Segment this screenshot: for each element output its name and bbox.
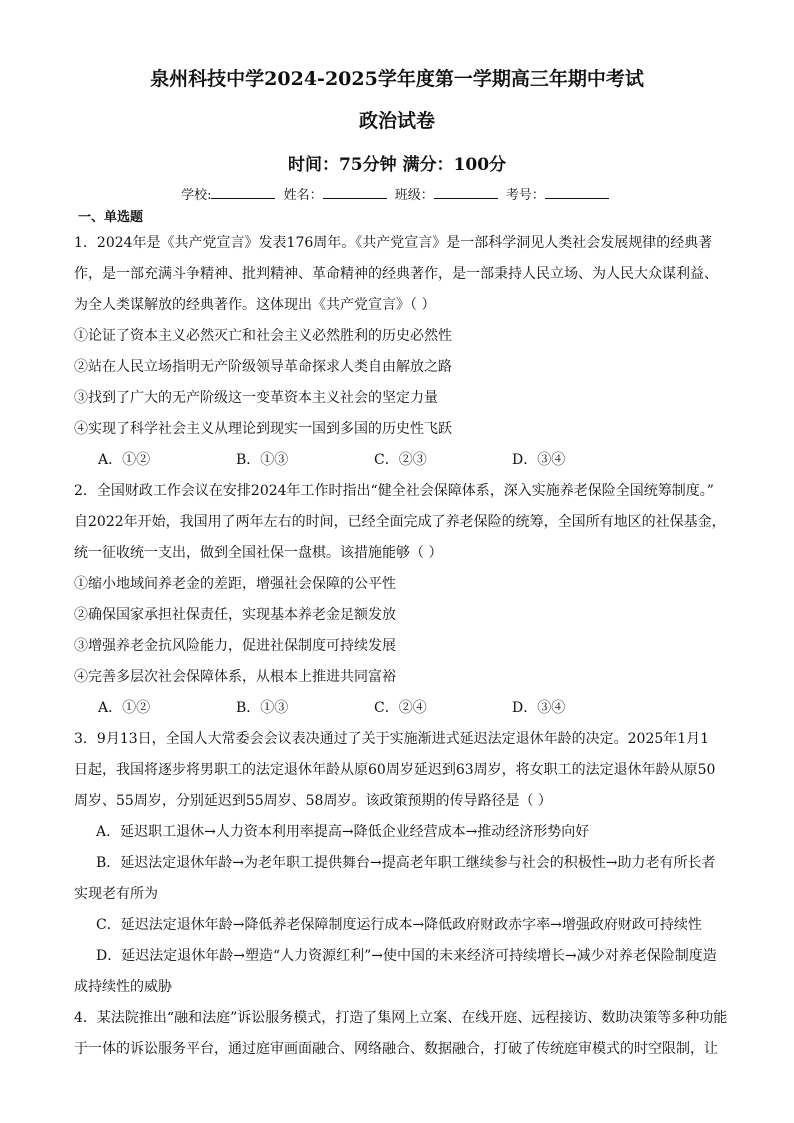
- question-stem-line: 于一体的诉讼服务平台，通过庭审画面融合、网络融合、数据融合，打破了传统庭审模式的时空限制，让: [74, 1041, 718, 1057]
- choice-b[interactable]: B．延迟法定退休年龄→为老年职工提供舞台→提高老年职工继续参与社会的积极性→助力老有所长者: [96, 855, 716, 871]
- question-stem-line: 作，是一部充满斗争精神、批判精神、革命精神的经典著作，是一部秉持人民立场、为人民大众谋利益、: [74, 266, 718, 282]
- question-stem-line: 3．9月13日，全国人大常委会会议表决通过了关于实施渐进式延迟法定退休年龄的决定。2025年1月1: [74, 731, 710, 747]
- school-field[interactable]: [211, 188, 275, 199]
- choice-d[interactable]: D．延迟法定退休年龄→塑造“人力资源红利”→使中国的未来经济可持续增长→减少对养老保险制度造: [96, 948, 717, 964]
- choice-a[interactable]: A．①②: [98, 700, 151, 716]
- question-stem-line: 统一征收统一支出，做到全国社保一盘棋。该措施能够（ ）: [74, 545, 443, 561]
- exam-title: 泉州科技中学2024-2025学年度第一学期高三年期中考试: [150, 68, 644, 90]
- answer-choices: [74, 445, 726, 476]
- answer-choices: [74, 693, 726, 724]
- name-field[interactable]: [323, 188, 387, 199]
- choice-d[interactable]: D．③④: [512, 700, 566, 716]
- choice-a[interactable]: A．①②: [98, 452, 151, 468]
- choice-d-continued: 成持续性的威胁: [74, 979, 172, 995]
- class-label: 班级：: [394, 188, 434, 203]
- school-label: 学校:: [181, 188, 212, 203]
- class-field[interactable]: [434, 188, 498, 199]
- question-3: [74, 724, 726, 1003]
- choice-c[interactable]: C．②④: [374, 700, 427, 716]
- question-2: [74, 476, 726, 724]
- time-score-line: 时间：75分钟 满分：100分: [287, 155, 507, 175]
- section-title: 一、单选题: [78, 210, 144, 225]
- choice-d[interactable]: D．③④: [512, 452, 566, 468]
- exam-number-label: 考号：: [505, 188, 545, 203]
- choice-c[interactable]: C．延迟法定退休年龄→降低养老保障制度运行成本→降低政府财政赤字率→增强政府财政可持续性: [96, 917, 702, 933]
- name-label: 姓名：: [283, 188, 323, 203]
- exam-number-field[interactable]: [545, 188, 609, 199]
- exam-subject: 政治试卷: [358, 110, 435, 132]
- choice-b[interactable]: B．①③: [236, 452, 289, 468]
- question-stem-line: 日起，我国将逐步将男职工的法定退休年龄从原60周岁延迟到63周岁，将女职工的法定退休年龄从原50: [74, 762, 716, 778]
- choice-c[interactable]: C．②③: [374, 452, 427, 468]
- question-stem-line: 4．某法院推出“融和法庭”诉讼服务模式，打造了集网上立案、在线开庭、远程接访、数助决策等多种功能: [74, 1010, 728, 1026]
- statement-item: ①论证了资本主义必然灭亡和社会主义必然胜利的历史必然性: [74, 328, 452, 344]
- statement-item: ③找到了广大的无产阶级这一变革资本主义社会的坚定力量: [74, 390, 438, 406]
- choice-a[interactable]: A．延迟职工退休→人力资本利用率提高→降低企业经营成本→推动经济形势向好: [96, 824, 590, 840]
- statement-item: ②站在人民立场指明无产阶级领导革命探求人类自由解放之路: [74, 359, 452, 375]
- question-stem-line: 为全人类谋解放的经典著作。这体现出《共产党宣言》（ ）: [74, 297, 436, 313]
- question-4: [74, 1003, 726, 1065]
- question-stem-line: 周岁、55周岁，分别延迟到55周岁、58周岁。该政策预期的传导路径是（ ）: [74, 793, 552, 809]
- statement-item: ③增强养老金抗风险能力，促进社保制度可持续发展: [74, 638, 396, 654]
- question-stem-line: 2．全国财政工作会议在安排2024年工作时指出“健全社会保障体系，深入实施养老保险全国统筹制度。”: [74, 483, 714, 499]
- student-info-line: [0, 184, 794, 203]
- question-1: [74, 228, 726, 476]
- statement-item: ④完善多层次社会保障体系，从根本上推进共同富裕: [74, 669, 396, 685]
- choice-b-continued: 实现老有所为: [74, 886, 158, 902]
- choice-b[interactable]: B．①③: [236, 700, 289, 716]
- statement-item: ①缩小地域间养老金的差距，增强社会保障的公平性: [74, 576, 396, 592]
- statement-item: ④实现了科学社会主义从理论到现实一国到多国的历史性飞跃: [74, 421, 452, 437]
- statement-item: ②确保国家承担社保责任，实现基本养老金足额发放: [74, 607, 396, 623]
- question-stem-line: 自2022年开始，我国用了两年左右的时间，已经全面完成了养老保险的统筹，全国所有地区的社保基金，: [74, 514, 726, 530]
- question-stem-line: 1．2024年是《共产党宣言》发表176周年。《共产党宣言》是一部科学洞见人类社会发展规律的经典著: [74, 235, 713, 251]
- question-list: [74, 228, 726, 1065]
